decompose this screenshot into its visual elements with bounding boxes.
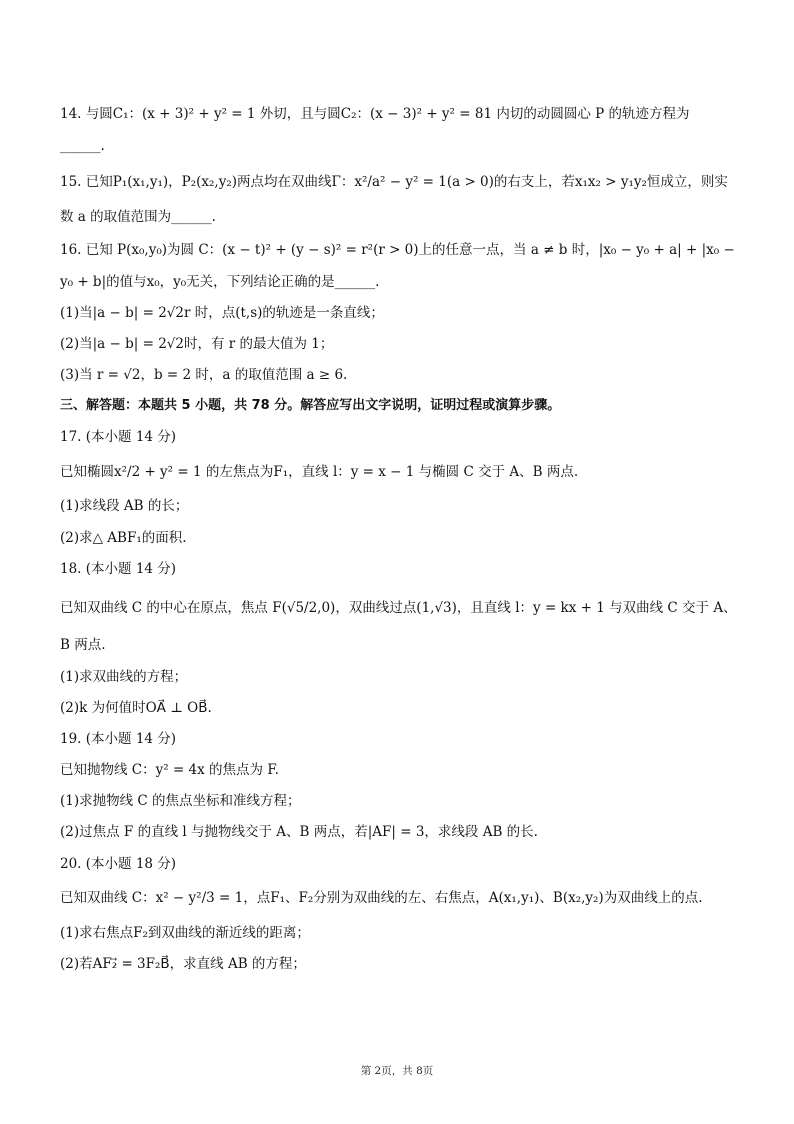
q17-stem: 已知椭圆x²/2 + y² = 1 的左焦点为F₁，直线 l：y = x − 1 与椭圆 C 交于 A、B 两点.	[60, 464, 579, 480]
q20-part-2: (2)若AF₂⃗ = 3F₂B⃗，求直线 AB 的方程；	[60, 956, 306, 972]
q20-part-1: (1)求右焦点F₂到双曲线的渐近线的距离；	[60, 925, 310, 941]
q17-header: 17. (本小题 14 分)	[60, 429, 177, 445]
page-footer: 第 2页，共 8页	[360, 1065, 434, 1077]
q18-stem-2: B 两点.	[60, 637, 106, 653]
q14-line-2: ______.	[60, 138, 105, 154]
q16-option-1: (1)当|a − b| = 2√2r 时，点(t,s)的轨迹是一条直线；	[60, 305, 384, 321]
section-heading: 三、解答题：本题共 5 小题，共 78 分。解答应写出文字说明，证明过程或演算步骤。	[60, 398, 561, 413]
q19-header: 19. (本小题 14 分)	[60, 731, 177, 747]
q18-part-1: (1)求双曲线的方程；	[60, 669, 188, 685]
q20-header: 20. (本小题 18 分)	[60, 856, 177, 872]
q18-header: 18. (本小题 14 分)	[60, 561, 177, 577]
q15-line-2: 数 a 的取值范围为______.	[60, 209, 216, 225]
q18-part-2: (2)k 为何值时OA⃗ ⊥ OB⃗.	[60, 700, 212, 716]
q18-stem-1: 已知双曲线 C 的中心在原点，焦点 F(√5/2,0)，双曲线过点(1,√3)，且直线 l：y = kx + 1 与双曲线 C 交于 A、	[60, 600, 737, 616]
q16-line-2: y₀ + b|的值与x₀，y₀无关，下列结论正确的是______.	[60, 274, 380, 290]
q19-part-2: (2)过焦点 F 的直线 l 与抛物线交于 A、B 两点，若|AF| = 3，求线段 AB 的长.	[60, 824, 538, 840]
q16-option-2: (2)当|a − b| = 2√2时，有 r 的最大值为 1；	[60, 336, 334, 352]
q16-option-3: (3)当 r = √2，b = 2 时，a 的取值范围 a ≥ 6.	[60, 367, 348, 383]
q17-part-2: (2)求△ ABF₁的面积.	[60, 530, 187, 546]
q17-part-1: (1)求线段 AB 的长；	[60, 498, 189, 514]
q19-stem: 已知抛物线 C：y² = 4x 的焦点为 F.	[60, 762, 279, 778]
q14-line-1: 14. 与圆C₁：(x + 3)² + y² = 1 外切，且与圆C₂：(x − 3)² + y² = 81 内切的动圆圆心 P 的轨迹方程为	[60, 106, 690, 122]
q19-part-1: (1)求抛物线 C 的焦点坐标和准线方程；	[60, 793, 301, 809]
q15-line-1: 15. 已知P₁(x₁,y₁)，P₂(x₂,y₂)两点均在双曲线Γ：x²/a² − y² = 1(a > 0)的右支上，若x₁x₂ > y₁y₂恒成立，则实	[60, 174, 728, 190]
q16-line-1: 16. 已知 P(x₀,y₀)为圆 C：(x − t)² + (y − s)² = r²(r > 0)上的任意一点，当 a ≠ b 时，|x₀ − y₀ + a| + |x₀ −	[60, 242, 735, 258]
q20-stem: 已知双曲线 C：x² − y²/3 = 1，点F₁、F₂分别为双曲线的左、右焦点，A(x₁,y₁)、B(x₂,y₂)为双曲线上的点.	[60, 890, 703, 906]
